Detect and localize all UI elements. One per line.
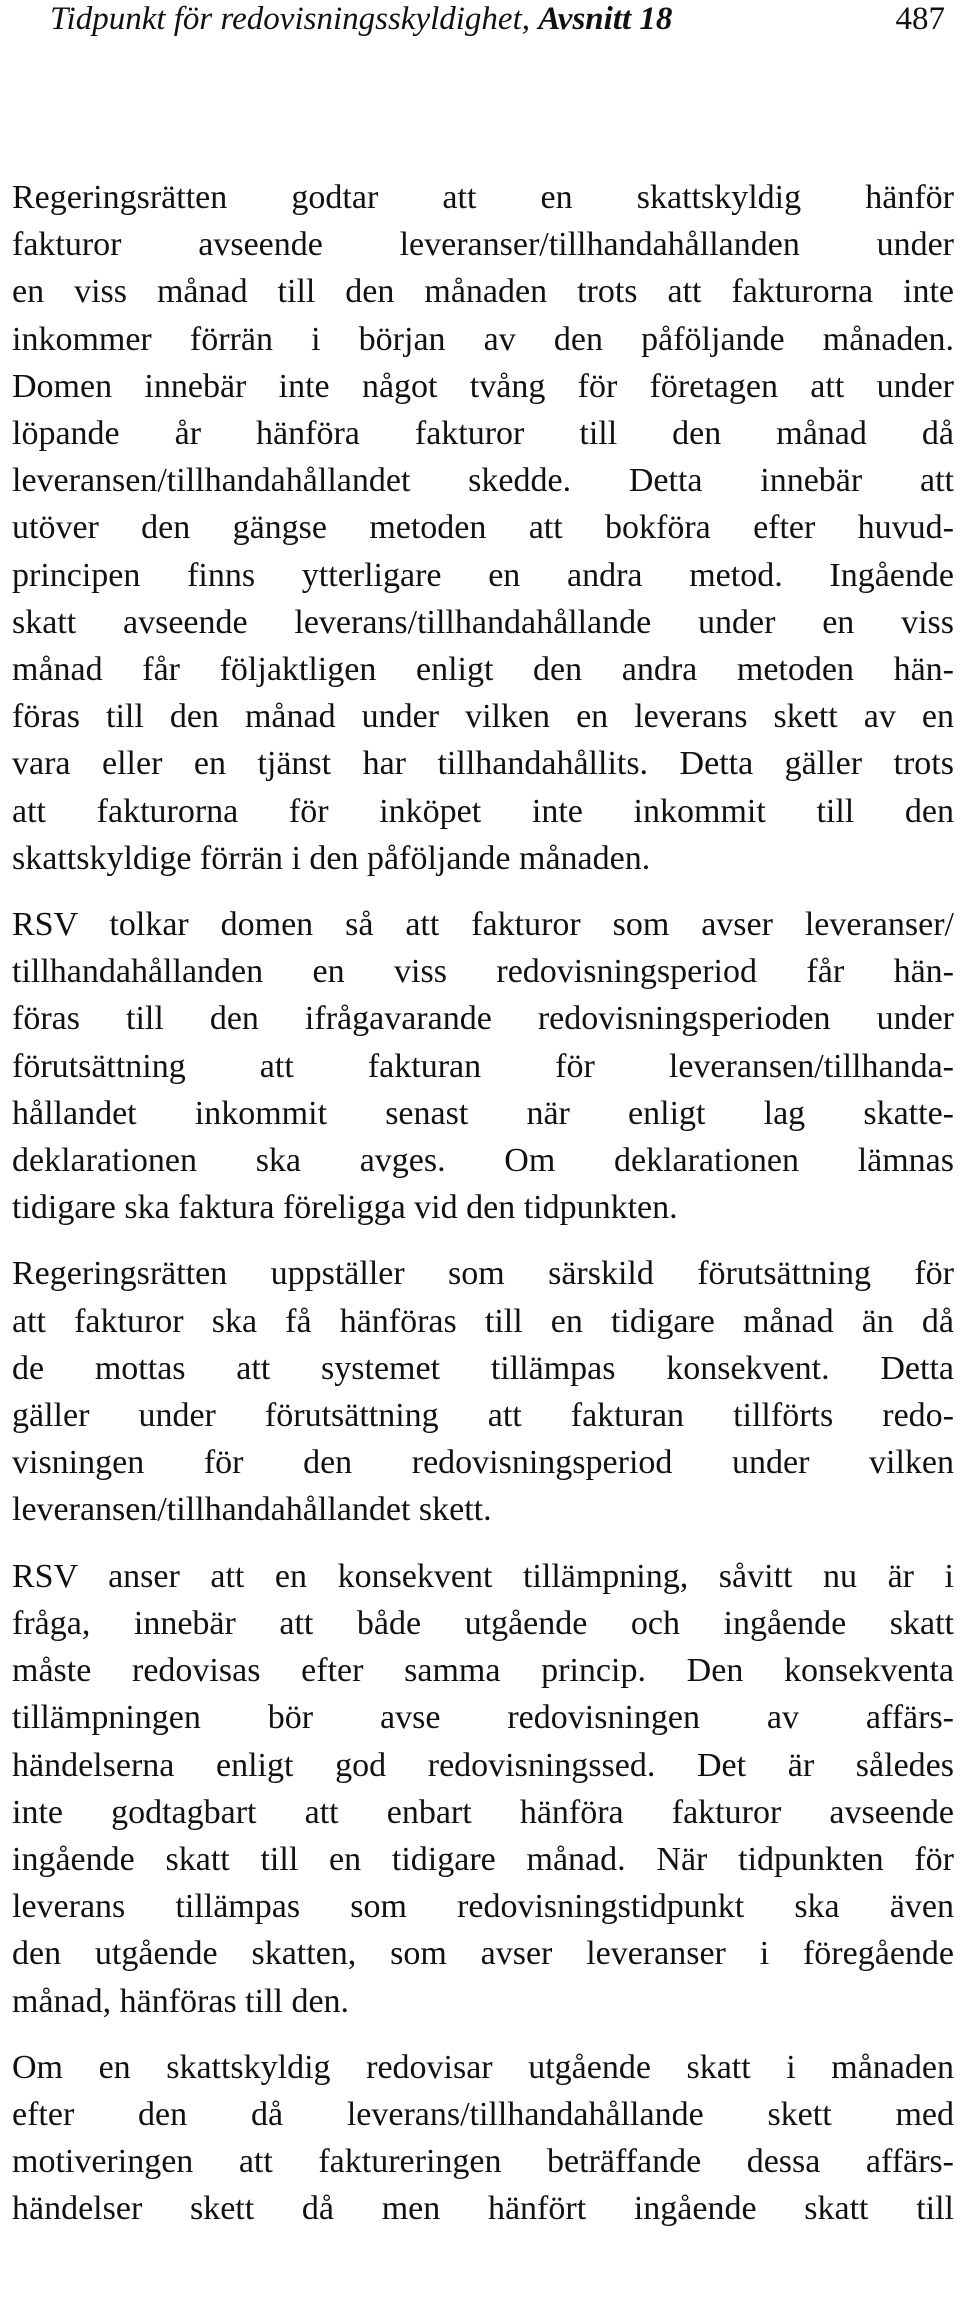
paragraph-line: löpande år hänföra fakturor till den månad då — [12, 415, 954, 453]
paragraph-line: RSV anser att en konsekvent tillämpning, såvitt nu är i — [12, 1557, 954, 1595]
paragraph-line: Domen innebär inte något tvång för företagen att under — [12, 367, 954, 405]
paragraph — [12, 2044, 954, 2233]
paragraph-line: ingående skatt till en tidigare månad. När tidpunkten för — [12, 1840, 954, 1878]
paragraph — [12, 174, 954, 882]
paragraph — [12, 1250, 954, 1533]
paragraph-line: leverans tillämpas som redovisningstidpunkt ska även — [12, 1888, 954, 1926]
paragraph-line: föras till den ifrågavarande redovisningsperioden under — [12, 1000, 954, 1038]
paragraph-line: gäller under förutsättning att fakturan tillförts redo- — [12, 1397, 954, 1435]
paragraph-line: inkommer förrän i början av den påföljande månaden. — [12, 320, 954, 358]
paragraph-line: hållandet inkommit senast när enligt lag skatte- — [12, 1094, 954, 1132]
paragraph-line: motiveringen att faktureringen beträffande dessa affärs- — [12, 2143, 954, 2181]
running-header — [50, 0, 945, 40]
paragraph-line: leveransen/tillhandahållandet skett. — [12, 1491, 492, 1529]
paragraph-line: en viss månad till den månaden trots att fakturorna inte — [12, 273, 954, 311]
paragraph-line: förutsättning att fakturan för leveransen/tillhanda- — [12, 1047, 954, 1085]
paragraph-line: utöver den gängse metoden att bokföra efter huvud- — [12, 509, 954, 547]
paragraph-line: deklarationen ska avges. Om deklarationen lämnas — [12, 1142, 954, 1180]
paragraph-line: händelserna enligt god redovisningssed. Det är således — [12, 1746, 954, 1784]
paragraph-line: de mottas att systemet tillämpas konsekvent. Detta — [12, 1349, 954, 1387]
page-number: 487 — [895, 1, 945, 37]
paragraph-line: månad, hänföras till den. — [12, 1982, 350, 2020]
header-title — [50, 0, 672, 38]
paragraph-line: att fakturor ska få hänföras till en tidigare månad än då — [12, 1302, 954, 1340]
paragraph-line: inte godtagbart att enbart hänföra fakturor avseende — [12, 1793, 954, 1831]
paragraph-line: fakturor avseende leveranser/tillhandahållanden under — [12, 226, 954, 264]
paragraph-line: visningen för den redovisningsperiod under vilken — [12, 1444, 954, 1482]
header-section: Avsnitt 18 — [538, 1, 673, 37]
paragraph — [12, 901, 954, 1231]
paragraph-line: måste redovisas efter samma princip. Den konsekventa — [12, 1652, 954, 1690]
paragraph-line: skattskyldige förrän i den påföljande månaden. — [12, 839, 651, 877]
paragraph-line: vara eller en tjänst har tillhandahållits. Detta gäller trots — [12, 745, 954, 783]
paragraph-line: efter den då leverans/tillhandahållande skett med — [12, 2095, 954, 2133]
paragraph-line: föras till den månad under vilken en leverans skett av en — [12, 698, 954, 736]
paragraph-line: RSV tolkar domen så att fakturor som avser leveranser/ — [12, 906, 954, 944]
paragraph-line: Om en skattskyldig redovisar utgående skatt i månaden — [12, 2048, 954, 2086]
paragraph-line: skatt avseende leverans/tillhandahållande under en viss — [12, 603, 954, 641]
paragraph-line: den utgående skatten, som avser leveranser i föregående — [12, 1935, 954, 1973]
paragraph-line: principen finns ytterligare en andra metod. Ingående — [12, 556, 954, 594]
paragraph-line: leveransen/tillhandahållandet skedde. Detta innebär att — [12, 462, 954, 500]
header-chapter: Tidpunkt för redovisningsskyldighet, — [50, 1, 530, 37]
paragraph-line: fråga, innebär att både utgående och ingående skatt — [12, 1604, 954, 1642]
body-text — [12, 174, 954, 2233]
paragraph-line: Regeringsrätten uppställer som särskild förutsättning för — [12, 1255, 954, 1293]
paragraph-line: månad får följaktligen enligt den andra metoden hän- — [12, 651, 954, 689]
paragraph — [12, 1553, 954, 2025]
paragraph-line: tillhandahållanden en viss redovisningsperiod får hän- — [12, 953, 954, 991]
paragraph-line: tidigare ska faktura föreligga vid den tidpunkten. — [12, 1189, 678, 1227]
paragraph-line: händelser skett då men hänfört ingående skatt till — [12, 2190, 954, 2228]
paragraph-line: att fakturorna för inköpet inte inkommit till den — [12, 792, 954, 830]
paragraph-line: tillämpningen bör avse redovisningen av affärs- — [12, 1699, 954, 1737]
paragraph-line: Regeringsrätten godtar att en skattskyldig hänför — [12, 179, 954, 216]
